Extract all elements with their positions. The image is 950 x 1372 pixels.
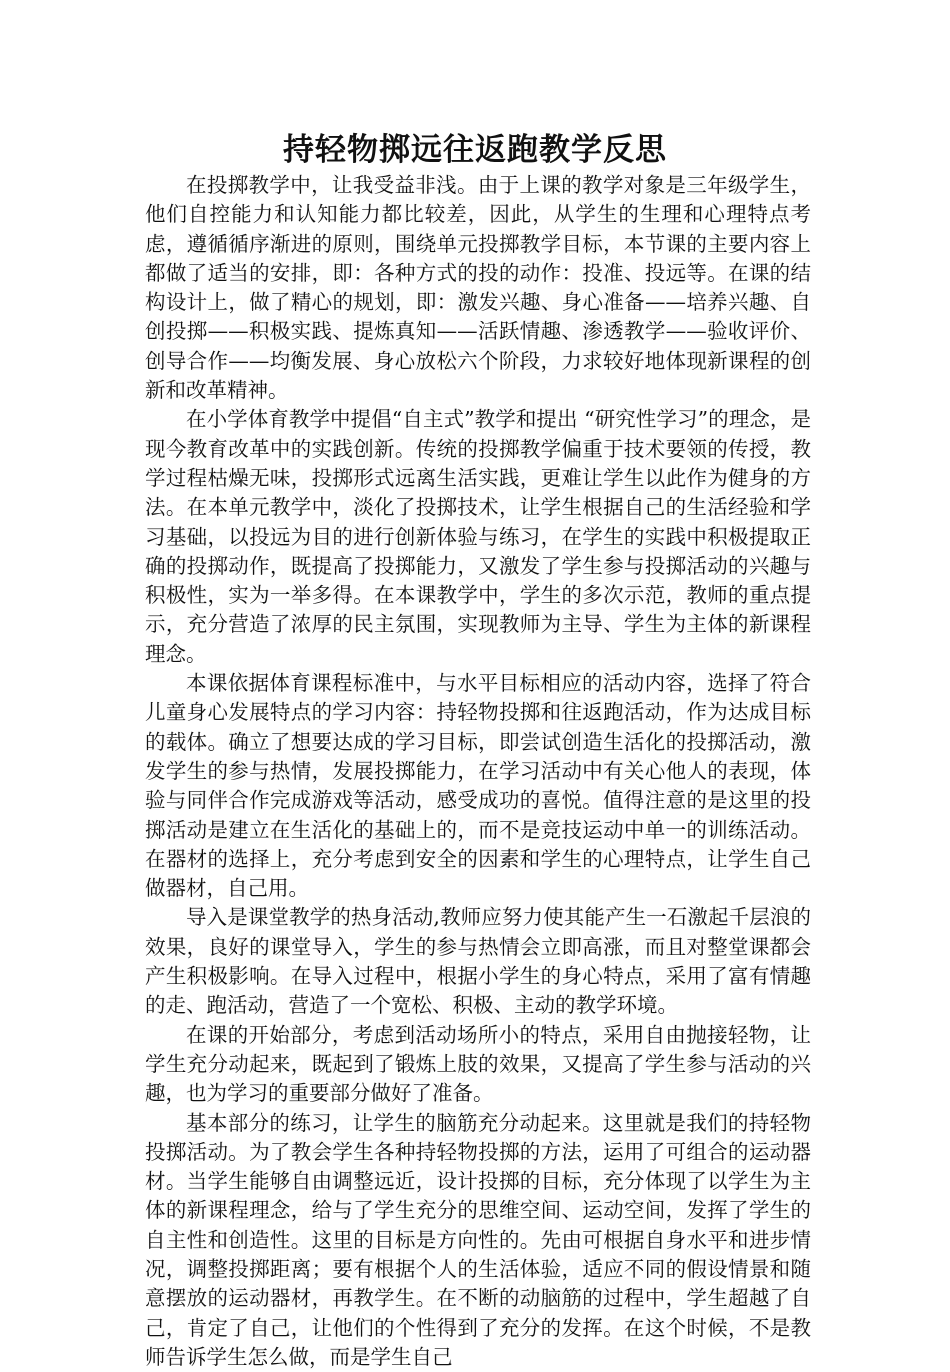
paragraph-1: 在投掷教学中，让我受益非浅。由于上课的教学对象是三年级学生，他们自控能力和认知能力都比较差，因此，从学生的生理和心理特点考虑，遵循循序渐进的原则，围绕单元投掷教学目标，本节课的主要内容上都做了适当的安排，即：各种方式的投的动作：投准、投远等。在课的结构设计上，做了精心的规划，即：激发兴趣、身心准备——培养兴趣、自创投掷——积极实践、提炼真知——活跃情趣、渗透教学——验收评价、创导合作——均衡发展、身心放松六个阶段，力求较好地体现新课程的创新和改革精神。 (145, 171, 811, 405)
paragraph-5: 在课的开始部分，考虑到活动场所小的特点，采用自由抛接轻物，让学生充分动起来，既起到了锻炼上肢的效果，又提高了学生参与活动的兴趣，也为学习的重要部分做好了准备。 (145, 1021, 811, 1109)
paragraph-6: 基本部分的练习，让学生的脑筋充分动起来。这里就是我们的持轻物投掷活动。为了教会学生各种持轻物投掷的方法，运用了可组合的运动器材。当学生能够自由调整远近，设计投掷的目标，充分体现了以学生为主体的新课程理念，给与了学生充分的思维空间、运动空间，发挥了学生的自主性和创造性。这里的目标是方向性的。先由可根据自身水平和进步情况，调整投掷距离；要有根据个人的生活体验，适应不同的假设情景和随意摆放的运动器材，再教学生。在不断的动脑筋的过程中，学生超越了自己，肯定了自己，让他们的个性得到了充分的发挥。在这个时候，不是教师告诉学生怎么做，而是学生自己 (145, 1109, 811, 1372)
paragraph-2: 在小学体育教学中提倡“自主式”教学和提出 “研究性学习”的理念，是现今教育改革中的实践创新。传统的投掷教学偏重于技术要领的传授，教学过程枯燥无味，投掷形式远离生活实践，更难让学生以此作为健身的方法。在本单元教学中，淡化了投掷技术，让学生根据自己的生活经验和学习基础，以投远为目的进行创新体验与练习，在学生的实践中积极提取正确的投掷动作，既提高了投掷能力，又激发了学生参与投掷活动的兴趣与积极性，实为一举多得。在本课教学中，学生的多次示范，教师的重点提示，充分营造了浓厚的民主氛围，实现教师为主导、学生为主体的新课程理念。 (145, 405, 811, 669)
document-title: 持轻物掷远往返跑教学反思 (0, 128, 950, 172)
document-body (145, 171, 811, 1372)
paragraph-3: 本课依据体育课程标准中，与水平目标相应的活动内容，选择了符合儿童身心发展特点的学习内容：持轻物投掷和往返跑活动，作为达成目标的载体。确立了想要达成的学习目标，即尝试创造生活化的投掷活动，激发学生的参与热情，发展投掷能力，在学习活动中有关心他人的表现，体验与同伴合作完成游戏等活动，感受成功的喜悦。值得注意的是这里的投掷活动是建立在生活化的基础上的，而不是竞技运动中单一的训练活动。在器材的选择上，充分考虑到安全的因素和学生的心理特点，让学生自己做器材，自己用。 (145, 669, 811, 903)
paragraph-4: 导入是课堂教学的热身活动,教师应努力使其能产生一石激起千层浪的效果，良好的课堂导入，学生的参与热情会立即高涨，而且对整堂课都会产生积极影响。在导入过程中，根据小学生的身心特点，采用了富有情趣的走、跑活动，营造了一个宽松、积极、主动的教学环境。 (145, 903, 811, 1020)
